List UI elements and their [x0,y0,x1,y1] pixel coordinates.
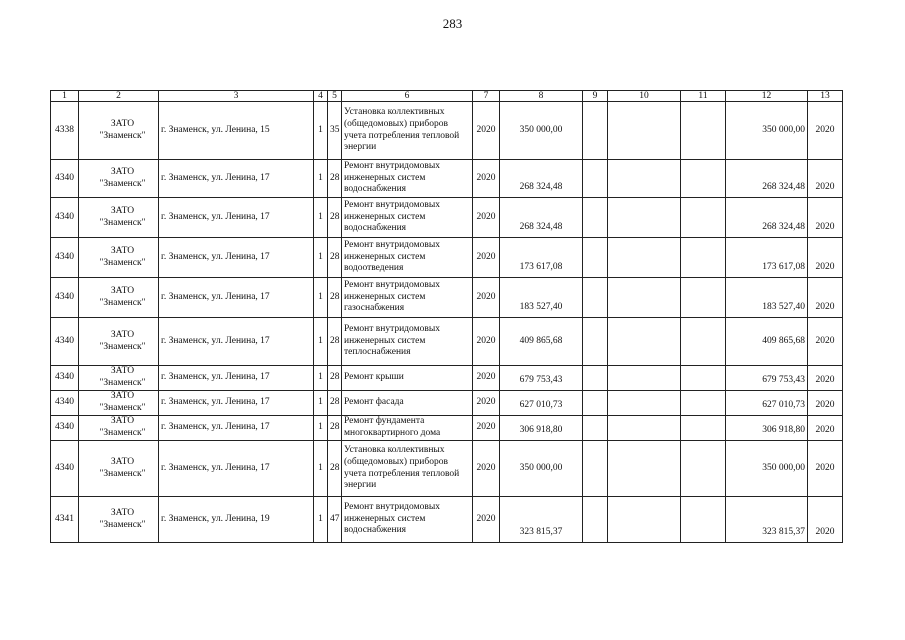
table-row [51,441,843,497]
column-12-cost-cell: 306 918,80 [726,416,808,441]
year-cell: 2020 [473,318,500,366]
column-10-cell [608,278,681,318]
work-type-cell: Ремонт внутридомовых инженерных систем теплоснабжения [342,318,473,366]
column-12-cost-cell: 627 010,73 [726,391,808,416]
address-cell: г. Знаменск, ул. Ленина, 17 [159,318,314,366]
column-5-cell: 47 [328,497,342,543]
municipality-cell: ЗАТО "Знаменск" [79,366,159,391]
table-row [51,366,843,391]
year-cell: 2020 [473,497,500,543]
row-id: 4340 [51,391,79,416]
work-type-cell: Ремонт внутридомовых инженерных систем газоснабжения [342,278,473,318]
total-cost-cell: 268 324,48 [500,160,583,198]
column-5-cell: 28 [328,391,342,416]
column-10-cell [608,497,681,543]
table-row [51,102,843,160]
column-4-cell: 1 [314,318,328,366]
work-type-cell: Ремонт внутридомовых инженерных систем водоснабжения [342,160,473,198]
table-row [51,318,843,366]
column-5-cell: 28 [328,198,342,238]
column-9-cell [583,441,608,497]
column-12-cost-cell: 679 753,43 [726,366,808,391]
column-10-cell [608,441,681,497]
municipality-cell: ЗАТО "Знаменск" [79,278,159,318]
year-cell: 2020 [473,391,500,416]
column-13-year-cell: 2020 [808,238,843,278]
column-9-cell [583,416,608,441]
total-cost-cell: 627 010,73 [500,391,583,416]
year-cell: 2020 [473,198,500,238]
column-5-cell: 28 [328,318,342,366]
column-4-cell: 1 [314,238,328,278]
table-row [51,198,843,238]
row-id: 4340 [51,160,79,198]
total-cost-cell: 323 815,37 [500,497,583,543]
column-10-cell [608,416,681,441]
column-9-cell [583,391,608,416]
column-9-cell [583,497,608,543]
column-10-cell [608,160,681,198]
column-9-cell [583,238,608,278]
municipality-cell: ЗАТО "Знаменск" [79,441,159,497]
column-12-cost-cell: 268 324,48 [726,198,808,238]
year-cell: 2020 [473,160,500,198]
work-type-cell: Ремонт внутридомовых инженерных систем водоснабжения [342,497,473,543]
column-10-cell [608,198,681,238]
column-9-cell [583,102,608,160]
row-id: 4340 [51,318,79,366]
row-id: 4340 [51,278,79,318]
column-9-cell [583,366,608,391]
address-cell: г. Знаменск, ул. Ленина, 17 [159,198,314,238]
column-13-year-cell: 2020 [808,366,843,391]
municipality-cell: ЗАТО "Знаменск" [79,391,159,416]
total-cost-cell: 173 617,08 [500,238,583,278]
column-9-cell [583,278,608,318]
column-11-cell [681,318,726,366]
header-row [51,91,843,102]
column-4-cell: 1 [314,416,328,441]
column-13-year-cell: 2020 [808,497,843,543]
column-4-cell: 1 [314,102,328,160]
column-4-cell: 1 [314,278,328,318]
column-13-year-cell: 2020 [808,198,843,238]
address-cell: г. Знаменск, ул. Ленина, 15 [159,102,314,160]
address-cell: г. Знаменск, ул. Ленина, 17 [159,441,314,497]
table-row [51,416,843,441]
work-type-cell: Ремонт фасада [342,391,473,416]
column-5-cell: 28 [328,366,342,391]
column-13-year-cell: 2020 [808,416,843,441]
table-row [51,278,843,318]
column-5-cell: 28 [328,278,342,318]
total-cost-cell: 306 918,80 [500,416,583,441]
column-4-cell: 1 [314,160,328,198]
column-5-cell: 28 [328,238,342,278]
column-11-cell [681,416,726,441]
column-header-5: 5 [328,91,342,102]
work-type-cell: Ремонт крыши [342,366,473,391]
column-header-4: 4 [314,91,328,102]
column-4-cell: 1 [314,497,328,543]
page-number: 283 [442,16,463,31]
column-9-cell [583,198,608,238]
total-cost-cell: 409 865,68 [500,318,583,366]
column-11-cell [681,366,726,391]
column-12-cost-cell: 183 527,40 [726,278,808,318]
column-11-cell [681,441,726,497]
row-id: 4341 [51,497,79,543]
column-13-year-cell: 2020 [808,441,843,497]
column-11-cell [681,391,726,416]
column-5-cell: 28 [328,160,342,198]
column-4-cell: 1 [314,391,328,416]
total-cost-cell: 268 324,48 [500,198,583,238]
column-13-year-cell: 2020 [808,102,843,160]
total-cost-cell: 350 000,00 [500,102,583,160]
column-header-3: 3 [159,91,314,102]
column-10-cell [608,391,681,416]
table-row [51,497,843,543]
year-cell: 2020 [473,366,500,391]
column-11-cell [681,160,726,198]
column-9-cell [583,160,608,198]
column-12-cost-cell: 350 000,00 [726,441,808,497]
year-cell: 2020 [473,102,500,160]
column-13-year-cell: 2020 [808,160,843,198]
column-11-cell [681,278,726,318]
row-id: 4340 [51,198,79,238]
row-id: 4340 [51,366,79,391]
year-cell: 2020 [473,441,500,497]
table-row [51,238,843,278]
column-12-cost-cell: 323 815,37 [726,497,808,543]
row-id: 4338 [51,102,79,160]
work-type-cell: Ремонт внутридомовых инженерных систем водоснабжения [342,198,473,238]
column-12-cost-cell: 409 865,68 [726,318,808,366]
column-4-cell: 1 [314,441,328,497]
column-10-cell [608,366,681,391]
column-header-7: 7 [473,91,500,102]
municipality-cell: ЗАТО "Знаменск" [79,416,159,441]
address-cell: г. Знаменск, ул. Ленина, 17 [159,238,314,278]
column-5-cell: 28 [328,416,342,441]
address-cell: г. Знаменск, ул. Ленина, 17 [159,160,314,198]
work-type-cell: Ремонт фундамента многоквартирного дома [342,416,473,441]
column-header-6: 6 [342,91,473,102]
column-4-cell: 1 [314,198,328,238]
column-12-cost-cell: 350 000,00 [726,102,808,160]
year-cell: 2020 [473,238,500,278]
column-5-cell: 35 [328,102,342,160]
column-13-year-cell: 2020 [808,278,843,318]
column-header-11: 11 [681,91,726,102]
column-header-8: 8 [500,91,583,102]
column-10-cell [608,102,681,160]
column-header-2: 2 [79,91,159,102]
column-10-cell [608,318,681,366]
column-13-year-cell: 2020 [808,318,843,366]
column-11-cell [681,497,726,543]
table-row [51,391,843,416]
column-10-cell [608,238,681,278]
column-header-12: 12 [726,91,808,102]
column-9-cell [583,318,608,366]
work-type-cell: Ремонт внутридомовых инженерных систем водоотведения [342,238,473,278]
address-cell: г. Знаменск, ул. Ленина, 19 [159,497,314,543]
column-5-cell: 28 [328,441,342,497]
total-cost-cell: 350 000,00 [500,441,583,497]
registry-table [50,90,843,543]
municipality-cell: ЗАТО "Знаменск" [79,497,159,543]
address-cell: г. Знаменск, ул. Ленина, 17 [159,366,314,391]
column-header-9: 9 [583,91,608,102]
row-id: 4340 [51,441,79,497]
column-12-cost-cell: 173 617,08 [726,238,808,278]
total-cost-cell: 183 527,40 [500,278,583,318]
column-header-13: 13 [808,91,843,102]
municipality-cell: ЗАТО "Знаменск" [79,238,159,278]
column-4-cell: 1 [314,366,328,391]
work-type-cell: Установка коллективных (общедомовых) приборов учета потребления тепловой энергии [342,441,473,497]
address-cell: г. Знаменск, ул. Ленина, 17 [159,416,314,441]
column-header-10: 10 [608,91,681,102]
row-id: 4340 [51,238,79,278]
column-11-cell [681,238,726,278]
row-id: 4340 [51,416,79,441]
address-cell: г. Знаменск, ул. Ленина, 17 [159,391,314,416]
total-cost-cell: 679 753,43 [500,366,583,391]
municipality-cell: ЗАТО "Знаменск" [79,318,159,366]
address-cell: г. Знаменск, ул. Ленина, 17 [159,278,314,318]
table-body [51,102,843,543]
year-cell: 2020 [473,278,500,318]
year-cell: 2020 [473,416,500,441]
column-header-1: 1 [51,91,79,102]
municipality-cell: ЗАТО "Знаменск" [79,198,159,238]
column-11-cell [681,198,726,238]
municipality-cell: ЗАТО "Знаменск" [79,160,159,198]
table-row [51,160,843,198]
municipality-cell: ЗАТО "Знаменск" [79,102,159,160]
work-type-cell: Установка коллективных (общедомовых) приборов учета потребления тепловой энергии [342,102,473,160]
column-11-cell [681,102,726,160]
column-13-year-cell: 2020 [808,391,843,416]
column-12-cost-cell: 268 324,48 [726,160,808,198]
